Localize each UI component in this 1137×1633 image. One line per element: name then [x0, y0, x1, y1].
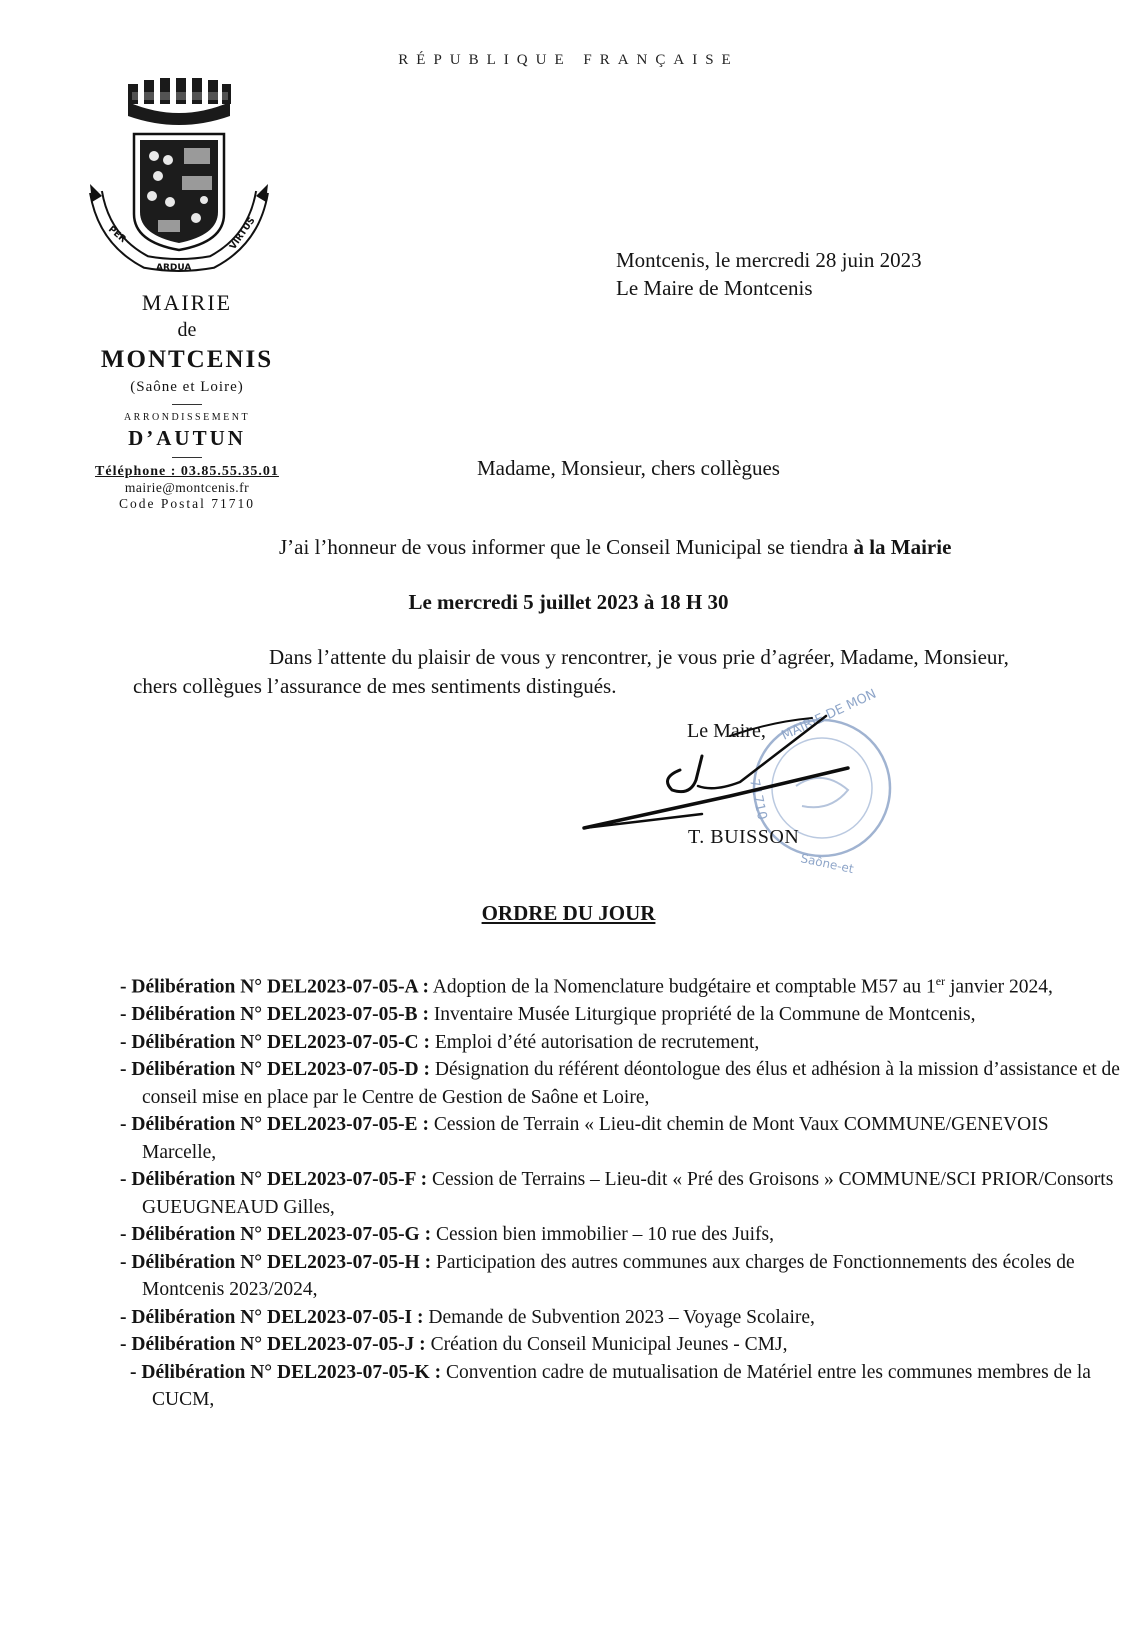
- agenda-item-text: Adoption de la Nomenclature budgétaire et comptable M57 au 1: [428, 976, 936, 998]
- telephone-number: Téléphone : 03.85.55.35.01: [95, 464, 279, 479]
- agenda-item: [120, 1029, 1120, 1057]
- agenda-item-label: - Délibération N° DEL2023-07-05-C :: [120, 1031, 431, 1053]
- signature-title: Le Maire,: [687, 720, 766, 742]
- agenda-item: [120, 1111, 1120, 1166]
- agenda-item-text: Désignation du référent déontologue des élus et adhésion à la mission d’assistance et de conseil mise en place par le Centre de Gestion de Saône et Loire,: [142, 1059, 1120, 1108]
- republique-francaise-header: RÉPUBLIQUE FRANÇAISE: [398, 52, 739, 68]
- closing-paragraph: Dans l’attente du plaisir de vous y rencontrer, je vous prie d’agréer, Madame, Monsieur, chers collègues l’assurance de mes sentiments distingués.: [133, 645, 1009, 698]
- agenda-item-text: Inventaire Musée Liturgique propriété de la Commune de Montcenis,: [428, 1004, 976, 1025]
- agenda-item-superscript: er: [935, 974, 946, 988]
- crest-motto-center: ARDUA: [156, 263, 192, 273]
- agenda-title: ORDRE DU JOUR: [481, 901, 656, 925]
- shield-icon: [134, 134, 224, 250]
- convocation-paragraph: [279, 535, 951, 560]
- salutation: Madame, Monsieur, chers collègues: [477, 456, 780, 480]
- agenda-item-text: Cession bien immobilier – 10 rue des Juifs,: [431, 1224, 774, 1245]
- town-name: MONTCENIS: [100, 346, 274, 373]
- divider: [172, 457, 202, 458]
- department-name: (Saône et Loire): [130, 379, 244, 395]
- agenda-item-label: - Délibération N° DEL2023-07-05-G :: [120, 1224, 432, 1245]
- agenda-item-text: Convention cadre de mutualisation de Matériel entre les communes membres de la CUCM,: [152, 1361, 1091, 1410]
- agenda-item-label: - Délibération N° DEL2023-07-05-D :: [120, 1059, 431, 1080]
- agenda-item-text: Cession de Terrain « Lieu-dit chemin de Mont Vaux COMMUNE/GENEVOIS Marcelle,: [142, 1114, 1049, 1163]
- date-line: Montcenis, le mercredi 28 juin 2023: [616, 248, 922, 272]
- agenda-item: [120, 1056, 1120, 1111]
- crest-motto-left: PER: [106, 224, 128, 245]
- arrondissement-label: ARRONDISSEMENT: [123, 412, 251, 423]
- agenda-item: [120, 1001, 1120, 1029]
- sender-line: Le Maire de Montcenis: [616, 276, 813, 300]
- agenda-item-text: Demande de Subvention 2023 – Voyage Scolaire,: [423, 1306, 815, 1328]
- crest-motto-right: VIRTUS: [228, 215, 258, 252]
- agenda-item-label: - Délibération N° DEL2023-07-05-K :: [130, 1361, 442, 1383]
- agenda-item-text: Création du Conseil Municipal Jeunes - CMJ,: [425, 1334, 788, 1355]
- coat-of-arms-crest: [86, 72, 272, 286]
- agenda-item: [120, 1221, 1120, 1249]
- agenda-item-label: - Délibération N° DEL2023-07-05-B :: [120, 1004, 429, 1025]
- agenda-item-label: - Délibération N° DEL2023-07-05-I :: [120, 1306, 424, 1328]
- mural-crown-icon: [128, 78, 231, 125]
- agenda-item: [120, 1166, 1120, 1221]
- agenda-item-label: - Délibération N° DEL2023-07-05-A :: [120, 976, 429, 998]
- mairie-label: MAIRIE: [141, 290, 233, 315]
- agenda-item-text: Emploi d’été autorisation de recrutement,: [430, 1031, 760, 1053]
- convocation-location: à la Mairie: [853, 535, 952, 559]
- agenda-list: [120, 968, 1120, 1414]
- agenda-item: [120, 968, 1120, 1001]
- stamp-top-text: MAIRIE DE MON: [779, 686, 879, 744]
- agenda-item-label: - Délibération N° DEL2023-07-05-E :: [120, 1114, 429, 1135]
- mairie-letterhead: [62, 288, 312, 512]
- email-address: mairie@montcenis.fr: [124, 480, 250, 495]
- convocation-text: J’ai l’honneur de vous informer que le Conseil Municipal se tiendra: [279, 535, 854, 559]
- agenda-item: [120, 1331, 1120, 1359]
- agenda-item-label: - Délibération N° DEL2023-07-05-H :: [120, 1251, 432, 1273]
- agenda-item: [130, 1359, 1120, 1414]
- agenda-item-text: Participation des autres communes aux charges de Fonctionnements des écoles de Montcenis 2023/2024,: [142, 1251, 1075, 1300]
- agenda-item: [120, 1304, 1120, 1332]
- date-and-sender: [616, 246, 922, 302]
- stamp-left-text: 71710: [746, 777, 770, 822]
- agenda-item-label: - Délibération N° DEL2023-07-05-F :: [120, 1169, 428, 1190]
- agenda-item-text-cont: janvier 2024,: [945, 976, 1053, 998]
- stamp-bottom-text: Saône-et: [799, 851, 855, 877]
- arrondissement-name: D’AUTUN: [128, 426, 246, 450]
- divider: [172, 404, 202, 405]
- agenda-item-label: - Délibération N° DEL2023-07-05-J :: [120, 1334, 426, 1355]
- agenda-item-text: Cession de Terrains – Lieu-dit « Pré des Groisons » COMMUNE/SCI PRIOR/Consorts GUEUGNEAUD Gilles,: [142, 1169, 1114, 1218]
- meeting-date: Le mercredi 5 juillet 2023 à 18 H 30: [408, 590, 729, 614]
- postal-code: Code Postal 71710: [118, 496, 255, 511]
- signatory-name: T. BUISSON: [688, 826, 800, 848]
- agenda-item: [120, 1249, 1120, 1304]
- mairie-de: de: [177, 319, 197, 341]
